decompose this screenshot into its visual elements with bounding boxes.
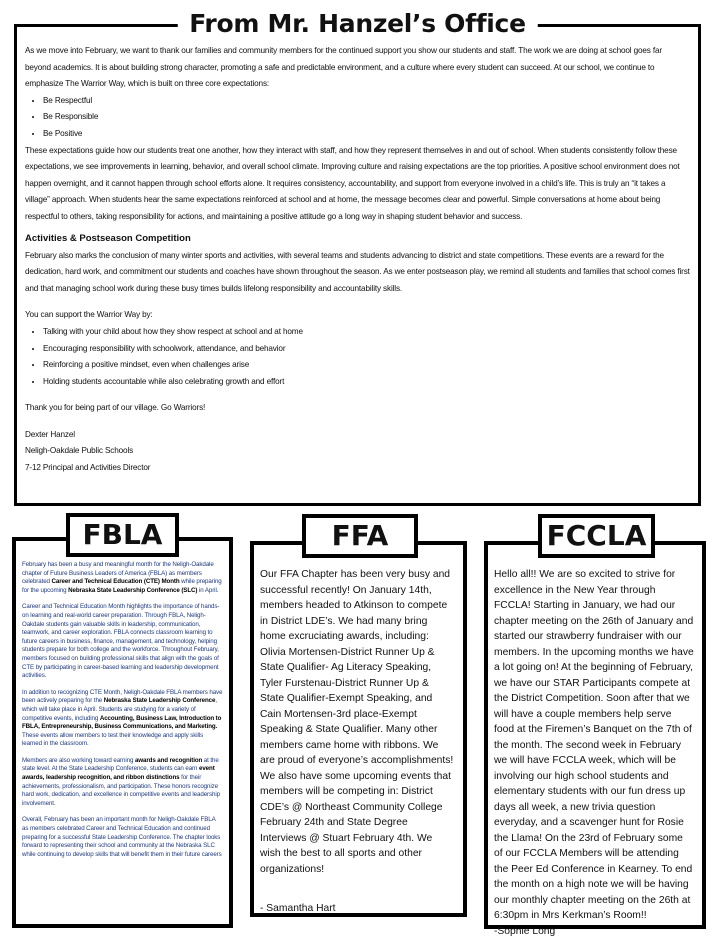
culture-paragraph: These expectations guide how our students treat one another, how they interact with staff, and how they represent themselves in and out of school. When students consistently follow these expectations, we see improvements in learning, behavior, and overall school climate. Improving culture and raising expectations are the top priorities. A positive school environment does not happen overnight, and it cannot happen through school efforts alone. It requires consistency, accountability, and support from everyone involved in a child’s life. This is truly an “it takes a village” approach. When students hear the same expectations reinforced at school and at home, the message becomes clear and powerful. Simple conversations at home about being respectful to others, taking responsibility for actions, and maintaining a positive attitude go a long way in shaping student behavior and success. xyxy=(25,143,690,226)
fccla-signoff: -Sophie Long xyxy=(494,924,694,939)
signature-school: Neligh-Oakdale Public Schools xyxy=(25,443,690,460)
ffa-label: FFA xyxy=(302,514,418,558)
thanks-line: Thank you for being part of our village. Go Warriors! xyxy=(25,400,690,417)
fccla-column xyxy=(484,541,706,929)
section-title: From Mr. Hanzel’s Office xyxy=(177,9,537,38)
activities-heading: Activities & Postseason Competition xyxy=(25,230,690,248)
intro-paragraph: As we move into February, we want to thank our families and community members for the continued support you show our students and staff. The work we are doing at school goes far beyond academics. It is about building strong character, promoting a safe and predictable environment, and a culture where every student can succeed. At our school, we continue to emphasize The Warrior Way, which is built on three core expectations: xyxy=(25,43,690,93)
ffa-column xyxy=(250,541,467,917)
fbla-paragraph-5: Overall, February has been an important month for Neligh-Oakdale FBLA as members celebrated Career and Technical Education and continued preparing for a successful State Leadership Conference. The chapter looks forward to representing their school and community at the Nebraska SLC while continuing to develop skills that will benefit them in their future careers xyxy=(22,816,223,859)
list-item: • Be Responsible xyxy=(43,109,690,126)
fbla-label: FBLA xyxy=(66,513,179,557)
ffa-body: Our FFA Chapter has been very busy and successful recently! On January 14th, members headed to Atkinson to compete in District LDE’s. We had many bring home excruciating awards, including: Olivia Mortensen-District Runner Up & State Qualifier- Ag Literacy Speaking, Tyler Furstenau-District Runner Up & State Qualifier-Exempt Speaking, and Cain Mortensen-3rd place-Exempt Speaking & State Qualifier. Many other members came home with ribbons. We are proud of everyone’s accomplishments! We also have some upcoming events that members will be competing in: District CDE’s @ Northeast Community College February 24th and State Degree Interviews @ Stuart February 4th. We wish the best to all sports and other organizations! xyxy=(260,567,455,877)
list-item: • Be Positive xyxy=(43,126,690,143)
fbla-paragraph-4: Members are also working toward earning awards and recognition at the state level. At the State Leadership Conference, students can earn event awards, leadership recognition, and ribbon distinctions for their achievements, professionalism, and participation. These honors recognize hard work, dedication, and excellence in competitive events and leadership involvement. xyxy=(22,757,223,809)
principal-section xyxy=(14,24,701,506)
fbla-column xyxy=(12,537,233,928)
list-item: • Be Respectful xyxy=(43,93,690,110)
signature-name: Dexter Hanzel xyxy=(25,427,690,444)
support-list xyxy=(25,324,690,390)
expectations-list xyxy=(25,93,690,143)
list-item: • Holding students accountable while also celebrating growth and effort xyxy=(43,374,690,391)
fccla-label: FCCLA xyxy=(538,514,655,558)
ffa-signoff: - Samantha Hart xyxy=(260,901,455,917)
fbla-paragraph-3: In addition to recognizing CTE Month, Neligh-Oakdale FBLA members have been actively preparing for the Nebraska State Leadership Conference, which will take place in April. Students are studying for a variety of competitive events, including Accounting, Business Law, Introduction to FBLA, Entrepreneurship, Business Communications, and Marketing. These events allow members to test their knowledge and apply skills learned in the classroom. xyxy=(22,689,223,749)
fbla-paragraph-2: Career and Technical Education Month highlights the importance of hands-on learning and real-world career preparation. Through FBLA, Neligh-Oakdale students gain valuable skills in leadership, communication, teamwork, and career exploration. FBLA connects classroom learning to future careers in business, finance, management, and technology, helping students prepare for both college and the workforce. Throughout February, members focused on building professional skills that align with the goals of CTE by participating in career-based learning and leadership development activities. xyxy=(22,603,223,680)
support-intro: You can support the Warrior Way by: xyxy=(25,307,690,324)
list-item: • Reinforcing a positive mindset, even when challenges arise xyxy=(43,357,690,374)
activities-paragraph: February also marks the conclusion of many winter sports and activities, with several teams and students advancing to district and state competitions. These events are a reward for the dedication, hard work, and commitment our students and coaches have shown throughout the season. As we enter postseason play, we remind all students and families that school comes first and that managing school work during these busy times builds lifelong responsibility and accountability skills. xyxy=(25,248,690,298)
list-item: • Talking with your child about how they show respect at school and at home xyxy=(43,324,690,341)
list-item: • Encouraging responsibility with schoolwork, attendance, and behavior xyxy=(43,341,690,358)
signature-role: 7-12 Principal and Activities Director xyxy=(25,460,690,477)
fbla-paragraph-1: February has been a busy and meaningful month for the Neligh-Oakdale chapter of Future Business Leaders of America (FBLA) as members celebrated Career and Technical Education (CTE) Month while preparing for the upcoming Nebraska State Leadership Conference (SLC) in April. xyxy=(22,561,223,595)
fccla-body: Hello all!! We are so excited to strive for excellence in the New Year through FCCLA! Starting in January, we had our chapter meeting on the 26th of January and started our strawberry fundraiser with our members. In the upcoming months we have a lot going on! At the beginning of February, we have our STAR Participants compete at the District Competition. Soon after that we will have a couple members help serve food at the Firemen’s Banquet on the 7th of the month. The second week in February we will have FCCLA week, which will be involving our high school students and elementary students with our fun dress up days all week, a new trivia question everyday, and a scavenger hunt for Rosie the Llama! On the 23rd of February some of our FCCLA Members will be attending the Peer Ed Conference in Kearney. To end the month on a high note we will be having our monthly chapter meeting on the 26th at 6:30pm in Mrs Kerkman’s Room!! xyxy=(494,567,694,924)
